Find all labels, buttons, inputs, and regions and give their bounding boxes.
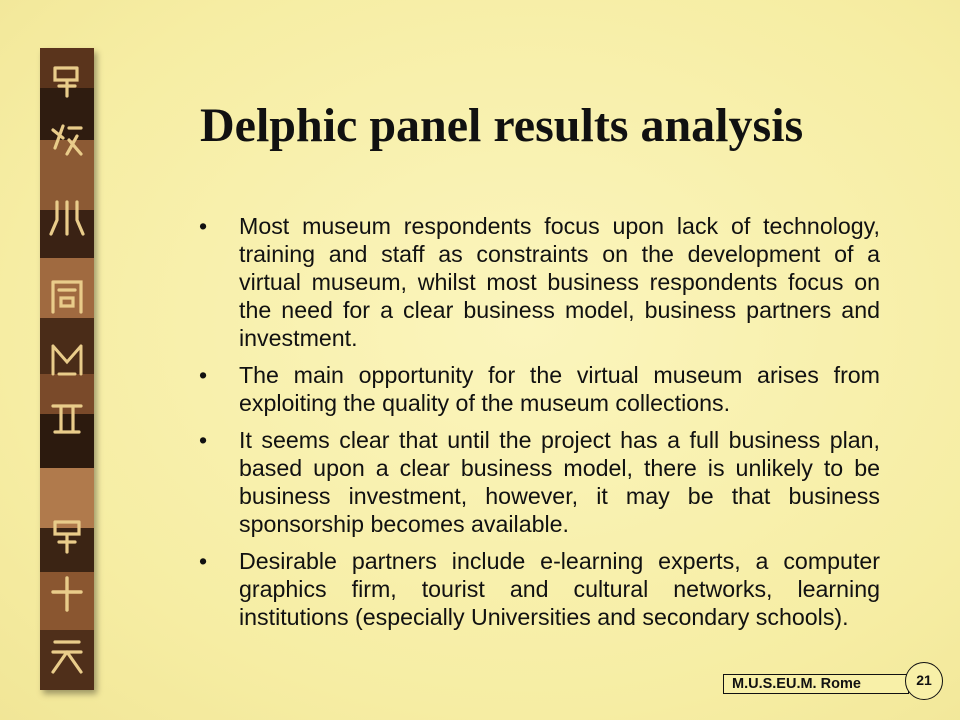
bullet-text: Desirable partners include e-learning experts, a computer graphics firm, tourist and cultural networks, learning institutions (especially Universities and secondary schools). — [239, 548, 880, 630]
calligraphy-glyph-icon — [47, 340, 87, 380]
bullet-list — [196, 212, 880, 640]
calligraphy-glyph-icon — [47, 120, 87, 160]
bullet-dot-icon: • — [199, 362, 208, 388]
bullet-dot-icon: • — [199, 427, 208, 453]
calligraphy-glyph-icon — [47, 636, 87, 676]
calligraphy-glyph-icon — [47, 276, 87, 316]
bullet-text: It seems clear that until the project has a full business plan, based upon a clear business model, there is unlikely to be business investment, however, it may be that business sponsorship becomes available. — [239, 427, 880, 537]
bullet-item — [196, 212, 880, 352]
bullet-dot-icon: • — [199, 548, 208, 574]
bullet-item — [196, 547, 880, 631]
calligraphy-glyph-icon — [47, 516, 87, 556]
calligraphy-glyph-icon — [47, 198, 87, 238]
bullet-item — [196, 361, 880, 417]
bullet-item — [196, 426, 880, 538]
slide-title: Delphic panel results analysis — [200, 99, 804, 152]
footer — [723, 672, 907, 696]
page-number-badge: 21 — [905, 662, 943, 700]
footer-label: M.U.S.EU.M. Rome — [723, 674, 909, 694]
calligraphy-banner — [40, 48, 94, 690]
calligraphy-glyph-icon — [47, 60, 87, 100]
bullet-text: Most museum respondents focus upon lack of technology, training and staff as constraints on the development of a virtual museum, whilst most business respondents focus on the need for a clear business model, business partners and investment. — [239, 213, 880, 351]
bullet-text: The main opportunity for the virtual museum arises from exploiting the quality of the museum collections. — [239, 362, 880, 416]
calligraphy-glyph-icon — [47, 398, 87, 438]
bullet-dot-icon: • — [199, 213, 208, 239]
calligraphy-glyph-icon — [47, 574, 87, 614]
